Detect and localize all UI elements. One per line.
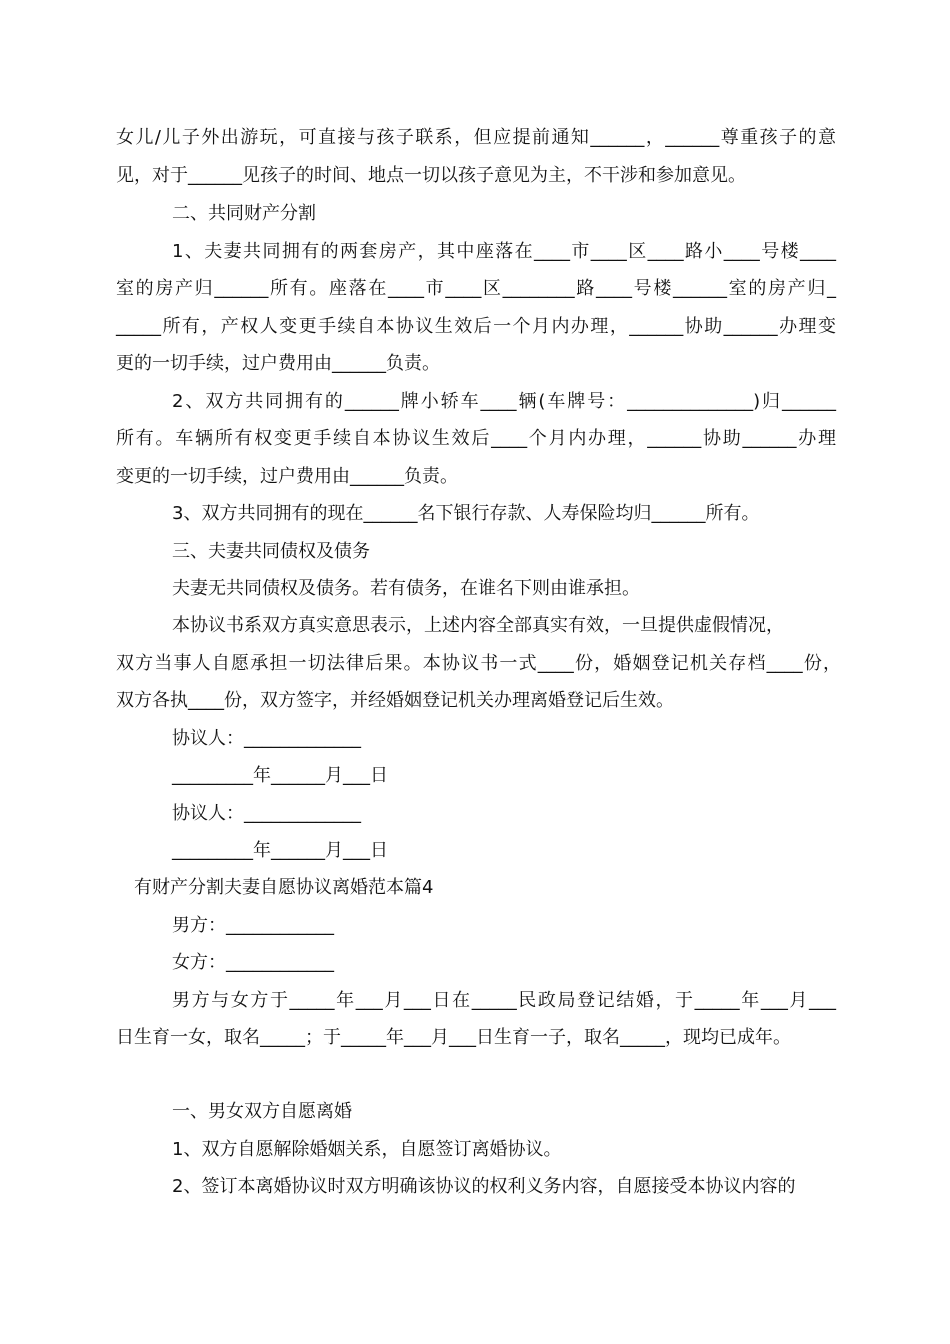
paragraph-line: 日生育一女，取名_____；于_____年___月___日生育一子，取名_____，现均已成年。: [116, 1027, 791, 1048]
paragraph-line: 3、双方共同拥有的现在______名下银行存款、人寿保险均归______所有。: [172, 503, 760, 524]
signature-line: 协议人：_____________: [172, 728, 361, 749]
paragraph-line: 2、双方共同拥有的______牌小轿车____辆(车牌号：______________)归______: [172, 391, 836, 412]
signature-line: 协议人：_____________: [172, 803, 361, 824]
section-heading: 二、共同财产分割: [172, 203, 316, 224]
date-line: _________年______月___日: [172, 765, 388, 786]
section-heading: 三、夫妻共同债权及债务: [172, 541, 370, 562]
paragraph-line: 双方各执____份，双方签字，并经婚姻登记机关办理离婚登记后生效。: [116, 690, 674, 711]
paragraph-line: 1、双方自愿解除婚姻关系，自愿签订离婚协议。: [172, 1139, 562, 1160]
paragraph-line: 变更的一切手续，过户费用由______负责。: [116, 466, 458, 487]
paragraph-line: 男方与女方于_____年___月___日在_____民政局登记结婚，于_____年___月___: [172, 990, 836, 1011]
paragraph-line: 女儿/儿子外出游玩，可直接与孩子联系，但应提前通知______，______尊重孩子的意: [116, 127, 836, 148]
paragraph-line: 本协议书系双方真实意思表示，上述内容全部真实有效，一旦提供虚假情况，: [172, 615, 784, 636]
paragraph-line: 所有。车辆所有权变更手续自本协议生效后____个月内办理，______协助______办理: [116, 428, 836, 449]
paragraph-line: 1、夫妻共同拥有的两套房产，其中座落在____市____区____路小____号楼____: [172, 241, 836, 262]
paragraph-line: 双方当事人自愿承担一切法律后果。本协议书一式____份，婚姻登记机关存档____份，: [116, 653, 841, 674]
paragraph-line: _____所有，产权人变更手续自本协议生效后一个月内办理，______协助______办理变: [116, 316, 836, 337]
document-title: 有财产分割夫妻自愿协议离婚范本篇4: [134, 877, 434, 898]
section-heading: 一、男女双方自愿离婚: [172, 1101, 352, 1122]
party-line: 女方：____________: [172, 952, 334, 973]
party-line: 男方：____________: [172, 915, 334, 936]
paragraph-line: 更的一切手续，过户费用由______负责。: [116, 353, 440, 374]
paragraph-line: 夫妻无共同债权及债务。若有债务，在谁名下则由谁承担。: [172, 578, 640, 599]
date-line: _________年______月___日: [172, 840, 388, 861]
paragraph-line: 见，对于______见孩子的时间、地点一切以孩子意见为主，不干涉和参加意见。: [116, 165, 746, 186]
paragraph-line: 2、签订本离婚协议时双方明确该协议的权利义务内容，自愿接受本协议内容的: [172, 1176, 796, 1197]
paragraph-line: 室的房产归______所有。座落在____市____区________路____号楼______室的房产归_: [116, 278, 836, 299]
